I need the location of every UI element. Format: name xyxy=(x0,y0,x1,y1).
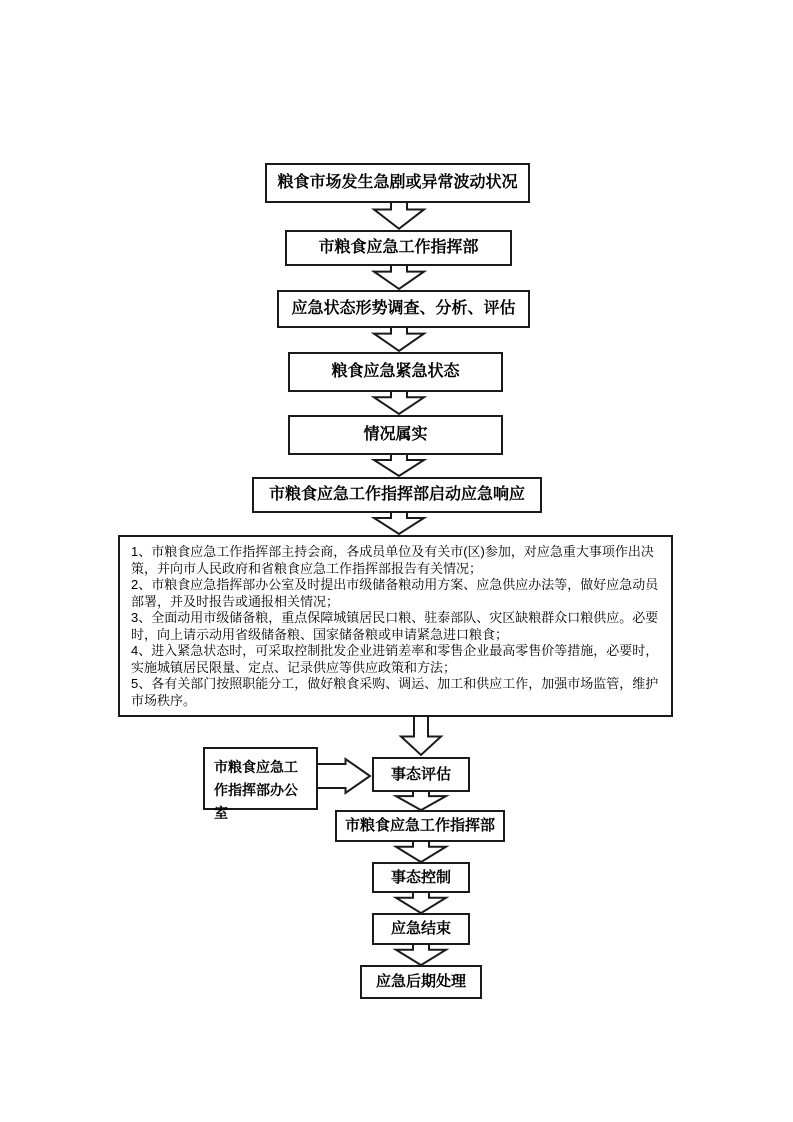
node-situation-confirmed xyxy=(288,415,503,455)
node-label: 应急后期处理 xyxy=(375,973,466,990)
node-response-measures xyxy=(118,535,673,717)
node-hq-office xyxy=(203,747,318,821)
node-label: 应急状态形势调查、分析、评估 xyxy=(291,300,516,318)
measure-item: 3、全面动用市级储备粮，重点保障城镇居民口粮、驻泰部队、灾区缺粮群众口粮供应。必要时，向上请示动用省级储备粮、国家储备粮或申请紧急进口粮食； xyxy=(131,610,659,642)
node-label: 市粮食应急工作指挥部 xyxy=(344,817,495,834)
node-launch-response xyxy=(252,477,542,513)
node-situation-investigation xyxy=(277,290,530,328)
right-arrow-icon xyxy=(317,757,372,795)
node-emergency-state xyxy=(288,352,503,392)
node-market-fluctuation xyxy=(265,163,530,203)
node-label: 粮食应急紧急状态 xyxy=(331,363,460,381)
node-response-end xyxy=(372,913,470,945)
down-arrow-icon xyxy=(393,943,449,966)
down-arrow-icon xyxy=(371,511,427,535)
node-situation-assessment xyxy=(372,757,470,792)
node-command-hq xyxy=(285,230,512,266)
node-label: 粮食市场发生急剧或异常波动状况 xyxy=(277,174,518,192)
node-situation-control xyxy=(372,862,470,893)
measure-item: 1、市粮食应急工作指挥部主持会商，各成员单位及有关市(区)参加，对应急重大事项作出决策，并向市人民政府和省粮食应急工作指挥部报告有关情况； xyxy=(131,544,654,576)
node-label: 市粮食应急工作指挥部办公室 xyxy=(214,759,298,821)
down-arrow-icon xyxy=(393,840,449,863)
node-label: 市粮食应急工作指挥部 xyxy=(318,239,479,257)
down-arrow-icon xyxy=(371,264,427,290)
measure-item: 4、进入紧急状态时，可采取控制批发企业进销差率和零售企业最高零售价等措施，必要时，实施城镇居民限量、定点、记录供应等供应政策和方法； xyxy=(131,643,659,675)
down-arrow-icon xyxy=(393,891,449,914)
node-post-response-handling xyxy=(360,965,482,999)
node-label: 事态评估 xyxy=(390,765,451,783)
down-arrow-icon xyxy=(393,790,449,811)
node-label: 应急结束 xyxy=(390,920,451,937)
node-label: 事态控制 xyxy=(390,868,451,886)
down-arrow-icon xyxy=(397,716,445,757)
measure-item: 2、市粮食应急指挥部办公室及时提出市级储备粮动用方案、应急供应办法等，做好应急动员部署，并及时报告或通报相关情况； xyxy=(131,577,659,609)
node-command-hq-2 xyxy=(335,810,505,842)
down-arrow-icon xyxy=(371,201,427,230)
node-label: 情况属实 xyxy=(363,426,428,444)
measure-item: 5、各有关部门按照职能分工，做好粮食采购、调运、加工和供应工作，加强市场监管，维护市场秩序。 xyxy=(131,676,659,708)
down-arrow-icon xyxy=(371,326,427,352)
down-arrow-icon xyxy=(371,453,427,477)
down-arrow-icon xyxy=(371,390,427,415)
node-label: 市粮食应急工作指挥部启动应急响应 xyxy=(268,486,525,504)
